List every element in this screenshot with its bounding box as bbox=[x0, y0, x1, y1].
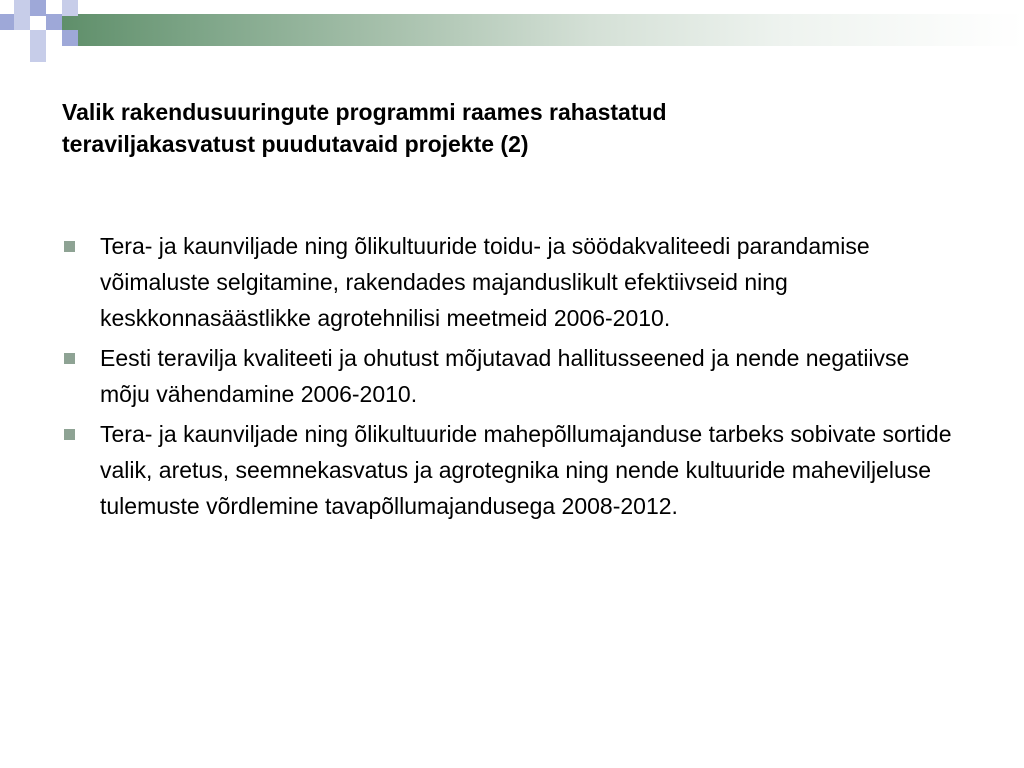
bullet-item bbox=[62, 228, 962, 336]
bullet-item bbox=[62, 340, 962, 412]
bullet-text: Tera- ja kaunviljade ning õlikultuuride mahepõllumajanduse tarbeks sobivate sortide valik, aretus, seemnekasvatus ja agrotegnika ning nende kultuuride maheviljeluse tulemuste võrdlemine tavapõllumajandusega 2008-2012. bbox=[100, 421, 952, 519]
header-decor-square bbox=[30, 0, 46, 16]
bullet-list bbox=[62, 228, 962, 528]
header-decor-square bbox=[14, 14, 30, 30]
header-gradient-band bbox=[62, 14, 1024, 46]
bullet-text: Tera- ja kaunviljade ning õlikultuuride toidu- ja söödakvaliteedi parandamise võimaluste selgitamine, rakendades majanduslikult efektiivseid ning keskkonnasäästlikke agrotehnilisi meetmeid 2006-2010. bbox=[100, 233, 870, 331]
header-decor-square bbox=[62, 0, 78, 16]
square-bullet-icon bbox=[64, 241, 75, 252]
slide-title: Valik rakendusuuringute programmi raames rahastatud teraviljakasvatust puudutavaid projekte (2) bbox=[62, 99, 667, 157]
header-decor-square bbox=[30, 30, 46, 46]
bullet-text: Eesti teravilja kvaliteeti ja ohutust mõjutavad hallitusseened ja nende negatiivse mõju vähendamine 2006-2010. bbox=[100, 345, 910, 407]
header-decor-square bbox=[30, 46, 46, 62]
bullet-item bbox=[62, 416, 962, 524]
square-bullet-icon bbox=[64, 353, 75, 364]
header-decor-square bbox=[46, 14, 62, 30]
square-bullet-icon bbox=[64, 429, 75, 440]
header-decor-square bbox=[62, 30, 78, 46]
